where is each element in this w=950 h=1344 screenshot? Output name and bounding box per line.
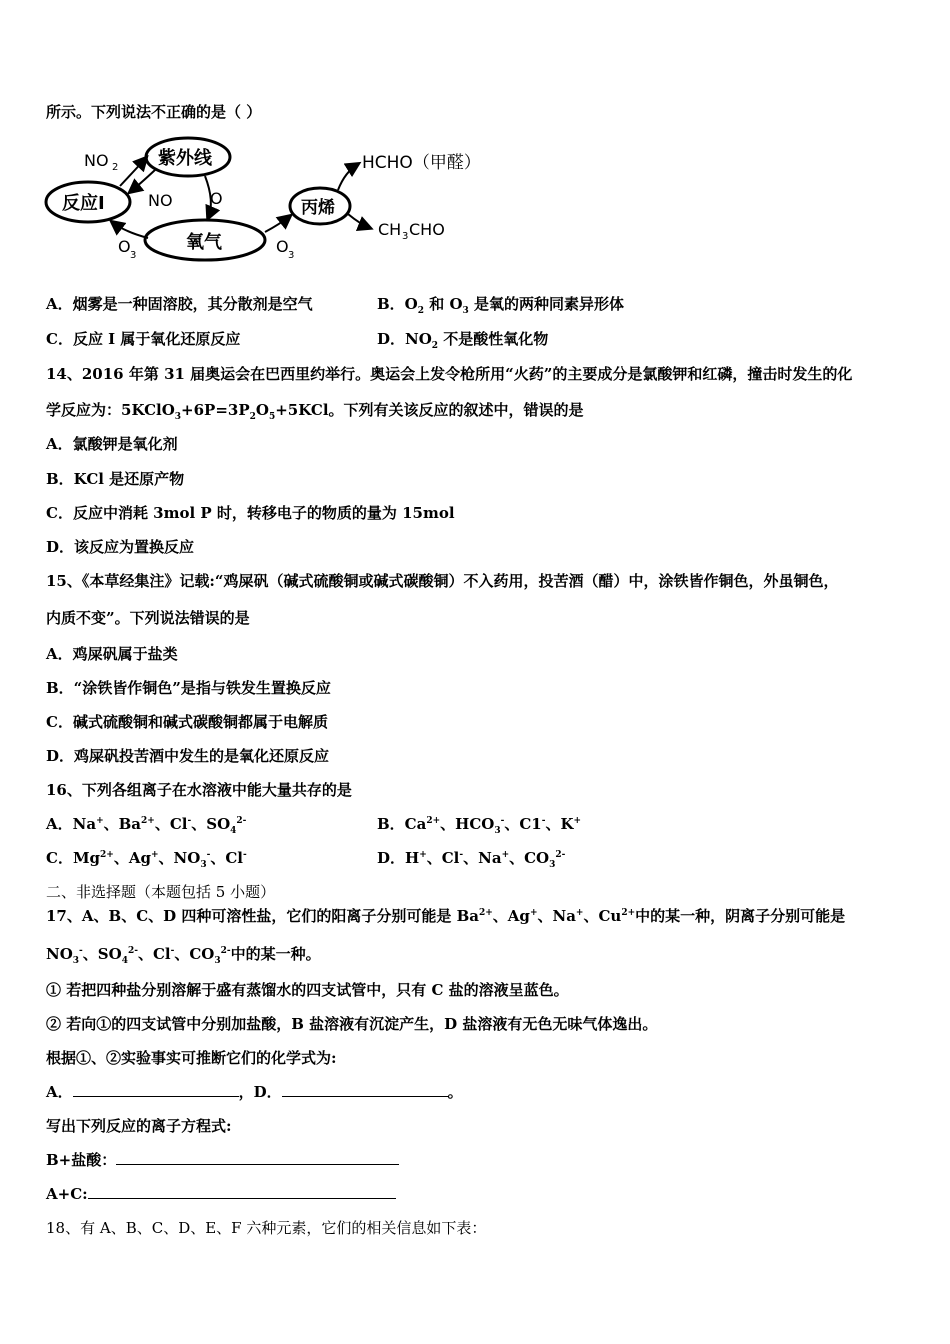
q14-option-b: B．KCl 是还原产物: [46, 470, 185, 488]
q15-option-c: C．碱式硫酸铜和碱式碳酸铜都属于电解质: [46, 713, 328, 731]
q13-option-a: A．烟雾是一种固溶胶，其分散剂是空气: [46, 295, 313, 313]
q17-fill-formulas: A． ，D． 。: [46, 1083, 463, 1101]
answer-blank-b-hcl[interactable]: [116, 1150, 399, 1165]
q15-stem-line2: 内质不变”。下列说法错误的是: [46, 609, 250, 627]
arrow-o3-right: [265, 216, 290, 232]
label-ch3cho-sub: 3: [402, 231, 409, 242]
q14-stem-line1: 14、2016 年第 31 届奥运会在巴西里约举行。奥运会上发令枪所用“火药”的主要成分是氯酸钾和红磷，撞击时发生的化: [46, 365, 853, 383]
label-o3-right-sub: 3: [288, 250, 295, 261]
label-oxygen: 氧气: [186, 232, 222, 253]
q17-inference: 根据①、②实验事实可推断它们的化学式为:: [46, 1049, 337, 1067]
q14-option-c: C．反应中消耗 3mol P 时，转移电子的物质的量为 15mol: [46, 504, 455, 522]
label-o3-right: O: [276, 237, 289, 256]
label-no2: NO: [84, 151, 109, 170]
label-propene: 丙烯: [301, 198, 335, 218]
section-heading: 二、非选择题（本题包括 5 小题）: [46, 883, 276, 901]
q18-stem: 18、有 A、B、C、D、E、F 六种元素，它们的相关信息如下表：: [46, 1219, 487, 1237]
q15-option-d: D．鸡屎矾投苦酒中发生的是氧化还原反应: [46, 747, 330, 765]
label-no: NO: [148, 191, 173, 210]
q13-option-c: C．反应 I 属于氧化还原反应: [46, 330, 241, 348]
q17-stem-line2: $NO_3^-$、$SO_4^{2-}$、Cl-、$CO_3^{2-}$中的某一种。: [46, 945, 321, 966]
smog-reaction-diagram: [40, 132, 500, 272]
q17-condition-1: ① 若把四种盐分别溶解于盛有蒸馏水的四支试管中，只有 C 盐的溶液呈蓝色。: [46, 981, 569, 999]
arrow-ch3cho: [348, 214, 370, 228]
arrow-no: [130, 170, 155, 192]
q15-stem-line1: 15、《本草经集注》记载:“鸡屎矾（碱式硫酸铜或碱式碳酸铜）不入药用，投苦酒（醋）中，涂铁皆作铜色，外虽铜色，: [46, 572, 839, 590]
label-o: O: [210, 189, 223, 208]
label-o3-left-sub: 3: [130, 250, 137, 261]
label-o3-left: O: [118, 237, 131, 256]
q16-option-b: B．$Ca^{2+}$、$HCO_3^-$、C1-、K+: [377, 815, 582, 836]
q16-option-a: A．Na+、$Ba^{2+}$、Cl-、$SO_4^{2-}$: [46, 815, 247, 836]
q13-stem-end: 所示。下列说法不正确的是（ ）: [46, 103, 262, 121]
q16-option-d: D．H+、Cl-、Na+、$CO_3^{2-}$: [377, 849, 566, 870]
q13-option-d: D．$NO_2$ 不是酸性氧化物: [377, 330, 549, 351]
q16-option-c: C．$Mg^{2+}$、Ag+、$NO_3^-$、Cl-: [46, 849, 247, 870]
q17-condition-2: ② 若向①的四支试管中分别加盐酸，B 盐溶液有沉淀产生，D 盐溶液有无色无味气体逸出。: [46, 1015, 658, 1033]
arrow-o3-left: [112, 222, 148, 238]
q16-stem: 16、下列各组离子在水溶液中能大量共存的是: [46, 781, 352, 799]
q15-option-a: A．鸡屎矾属于盐类: [46, 645, 178, 663]
label-ch3cho-a: CH: [378, 220, 402, 239]
q14-option-d: D．该反应为置换反应: [46, 538, 195, 556]
answer-blank-d[interactable]: [282, 1082, 448, 1097]
label-ch3cho-b: CHO: [409, 220, 445, 239]
label-reaction1: 反应I: [62, 193, 105, 214]
answer-blank-a-c[interactable]: [88, 1184, 396, 1199]
q17-stem-line1: 17、A、B、C、D 四种可溶性盐，它们的阳离子分别可能是 $Ba^{2+}$、Ag+、Na+、$Cu^{2+}$中的某一种，阴离子分别可能是: [46, 907, 846, 925]
label-uv: 紫外线: [158, 148, 212, 169]
arrow-hcho: [338, 164, 358, 190]
q14-option-a: A．氯酸钾是氧化剂: [46, 435, 178, 453]
label-no2-sub: 2: [112, 162, 119, 173]
q15-option-b: B．“涂铁皆作铜色”是指与铁发生置换反应: [46, 679, 331, 697]
answer-blank-a[interactable]: [73, 1082, 239, 1097]
q17-a-c: A+C:: [46, 1184, 396, 1204]
q17-write-equations: 写出下列反应的离子方程式:: [46, 1117, 232, 1135]
q13-option-b: B．$O_2$ 和 $O_3$ 是氧的两种同素异形体: [377, 295, 625, 316]
q17-b-hcl: B+盐酸：: [46, 1150, 399, 1170]
label-hcho: HCHO（甲醛）: [362, 153, 481, 173]
q14-stem-line2: 学反应为：$5KClO_3+6P=3P_2O_5+5KCl$。下列有关该反应的叙述中，错误的是: [46, 401, 584, 422]
